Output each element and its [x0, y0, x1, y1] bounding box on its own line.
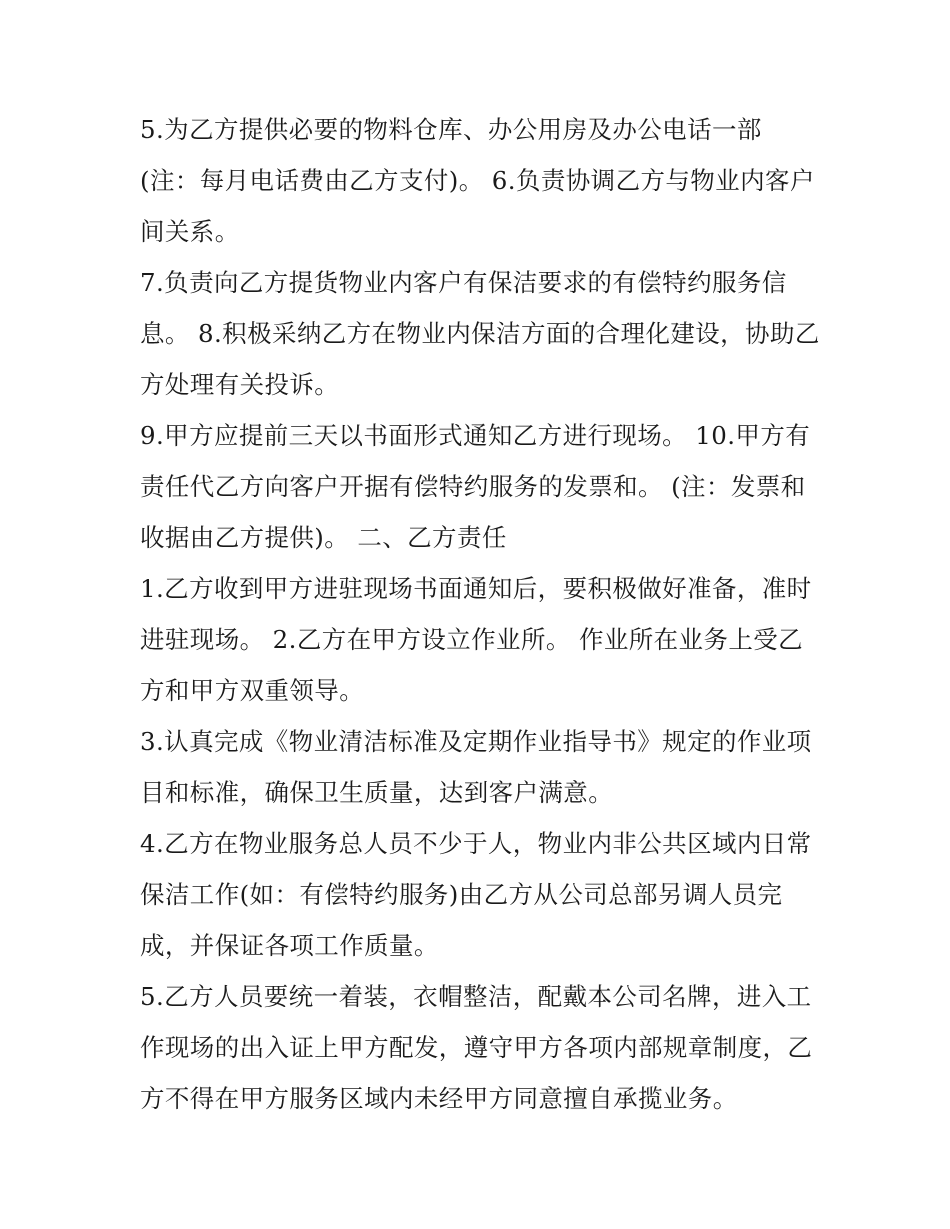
text-line: 责任代乙方向客户开据有偿特约服务的发票和。 (注：发票和 [140, 472, 806, 501]
text-line: 5.为乙方提供必要的物料仓库、办公用房及办公电话一部 [140, 115, 762, 144]
text-line: 保洁工作(如：有偿特约服务)由乙方从公司总部另调人员完 [140, 880, 783, 909]
text-line: 3.认真完成《物业清洁标准及定期作业指导书》规定的作业项 [140, 727, 812, 756]
text-line: 4.乙方在物业服务总人员不少于人，物业内非公共区域内日常 [140, 829, 812, 858]
text-line: 进驻现场。 2.乙方在甲方设立作业所。 作业所在业务上受乙 [140, 625, 804, 654]
text-line: 方不得在甲方服务区域内未经甲方同意擅自承揽业务。 [140, 1084, 738, 1113]
text-line: 7.负责向乙方提货物业内客户有保洁要求的有偿特约服务信 [140, 268, 787, 297]
text-line: 方处理有关投诉。 [140, 370, 340, 399]
text-line: 5.乙方人员要统一着装，衣帽整洁，配戴本公司名牌，进入工 [140, 982, 812, 1011]
text-line: 间关系。 [140, 217, 240, 246]
text-line: 作现场的出入证上甲方配发，遵守甲方各项内部规章制度，乙 [140, 1033, 813, 1062]
text-line: 1.乙方收到甲方进驻现场书面通知后，要积极做好准备，准时 [140, 574, 812, 603]
text-line: 息。 8.积极采纳乙方在物业内保洁方面的合理化建设，协助乙 [140, 319, 820, 348]
text-line: 9.甲方应提前三天以书面形式通知乙方进行现场。 10.甲方有 [140, 421, 811, 450]
text-line: (注：每月电话费由乙方支付)。 6.负责协调乙方与物业内客户 [140, 166, 815, 195]
text-line: 方和甲方双重领导。 [140, 676, 365, 705]
text-line: 目和标准，确保卫生质量，达到客户满意。 [140, 778, 614, 807]
text-line: 收据由乙方提供)。 二、乙方责任 [140, 523, 507, 552]
text-line: 成，并保证各项工作质量。 [140, 931, 439, 960]
document-body [140, 104, 820, 1124]
